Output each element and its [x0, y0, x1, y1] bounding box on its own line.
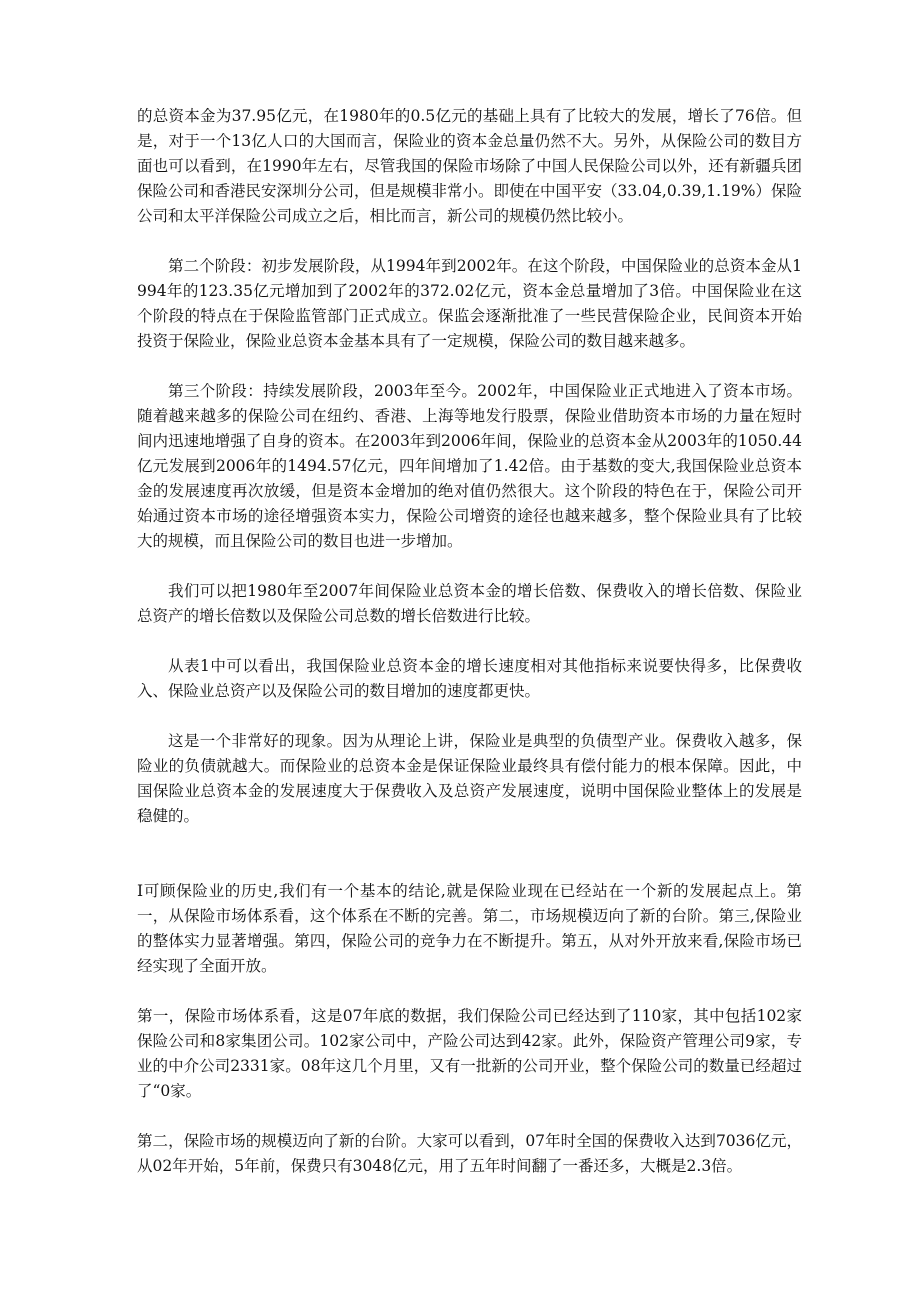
document-body [137, 104, 802, 1204]
section-spacer [137, 854, 802, 879]
paragraph-market-scale: 第二，保险市场的规模迈向了新的台阶。大家可以看到，07年时全国的保费收入达到7036亿元，从02年开始，5年前，保费只有3048亿元，用了五年时间翻了一番还多，大概是2.3倍。 [137, 1132, 802, 1175]
paragraph-stage-two: 第二个阶段：初步发展阶段，从1994年到2002年。在这个阶段，中国保险业的总资本金从1994年的123.35亿元增加到了2002年的372.02亿元，资本金总量增加了3倍。中国保险业在这个阶段的特点在于保险监管部门正式成立。保监会逐渐批准了一些民营保险企业，民间资本开始投资于保险业，保险业总资本金基本具有了一定规模，保险公司的数目越来越多。 [137, 257, 802, 350]
paragraph-review-history: I可顾保险业的历史,我们有一个基本的结论,就是保险业现在已经站在一个新的发展起点上。第一，从保险市场体系看，这个体系在不断的完善。第二，市场规模迈向了新的台阶。第三,保险业的整体实力显著增强。第四，保险公司的竞争力在不断提升。第五，从对外开放来看,保险市场已经实现了全面开放。 [137, 882, 802, 975]
paragraph-comparison: 我们可以把1980年至2007年间保险业总资本金的增长倍数、保费收入的增长倍数、保险业总资产的增长倍数以及保险公司总数的增长倍数进行比较。 [137, 582, 802, 625]
paragraph-conclusion: 这是一个非常好的现象。因为从理论上讲，保险业是典型的负债型产业。保费收入越多，保险业的负债就越大。而保险业的总资本金是保证保险业最终具有偿付能力的根本保障。因此，中国保险业总资本金的发展速度大于保费收入及总资产发展速度，说明中国保险业整体上的发展是稳健的。 [137, 732, 802, 825]
paragraph-market-system: 第一，保险市场体系看，这是07年底的数据，我们保险公司已经达到了110家，其中包括102家保险公司和8家集团公司。102家公司中，产险公司达到42家。此外，保险资产管理公司9家，专业的中介公司2331家。08年这几个月里，又有一批新的公司开业，整个保险公司的数量已经超过了“0家。 [137, 1007, 802, 1100]
paragraph-table-reference: 从表1中可以看出，我国保险业总资本金的增长速度相对其他指标来说要快得多，比保费收入、保险业总资产以及保险公司的数目增加的速度都更快。 [137, 657, 802, 700]
paragraph-stage-three: 第三个阶段：持续发展阶段，2003年至今。2002年，中国保险业正式地进入了资本市场。随着越来越多的保险公司在纽约、香港、上海等地发行股票，保险业借助资本市场的力量在短时间内迅速地增强了自身的资本。在2003年到2006年间，保险业的总资本金从2003年的1050.44亿元发展到2006年的1494.57亿元，四年间增加了1.42倍。由于基数的变大,我国保险业总资本金的发展速度再次放缓，但是资本金增加的绝对值仍然很大。这个阶段的特色在于，保险公司开始通过资本市场的途径增强资本实力，保险公司增资的途径也越来越多，整个保险业具有了比较大的规模，而且保险公司的数目也进一步增加。 [137, 382, 802, 550]
paragraph-capital-history: 的总资本金为37.95亿元，在1980年的0.5亿元的基础上具有了比较大的发展，增长了76倍。但是，对于一个13亿人口的大国而言，保险业的资本金总量仍然不大。另外，从保险公司的数目方面也可以看到，在1990年左右，尽管我国的保险市场除了中国人民保险公司以外，还有新疆兵团保险公司和香港民安深圳分公司，但是规模非常小。即使在中国平安（33.04,0.39,1.19%）保险公司和太平洋保险公司成立之后，相比而言，新公司的规模仍然比较小。 [137, 107, 802, 225]
